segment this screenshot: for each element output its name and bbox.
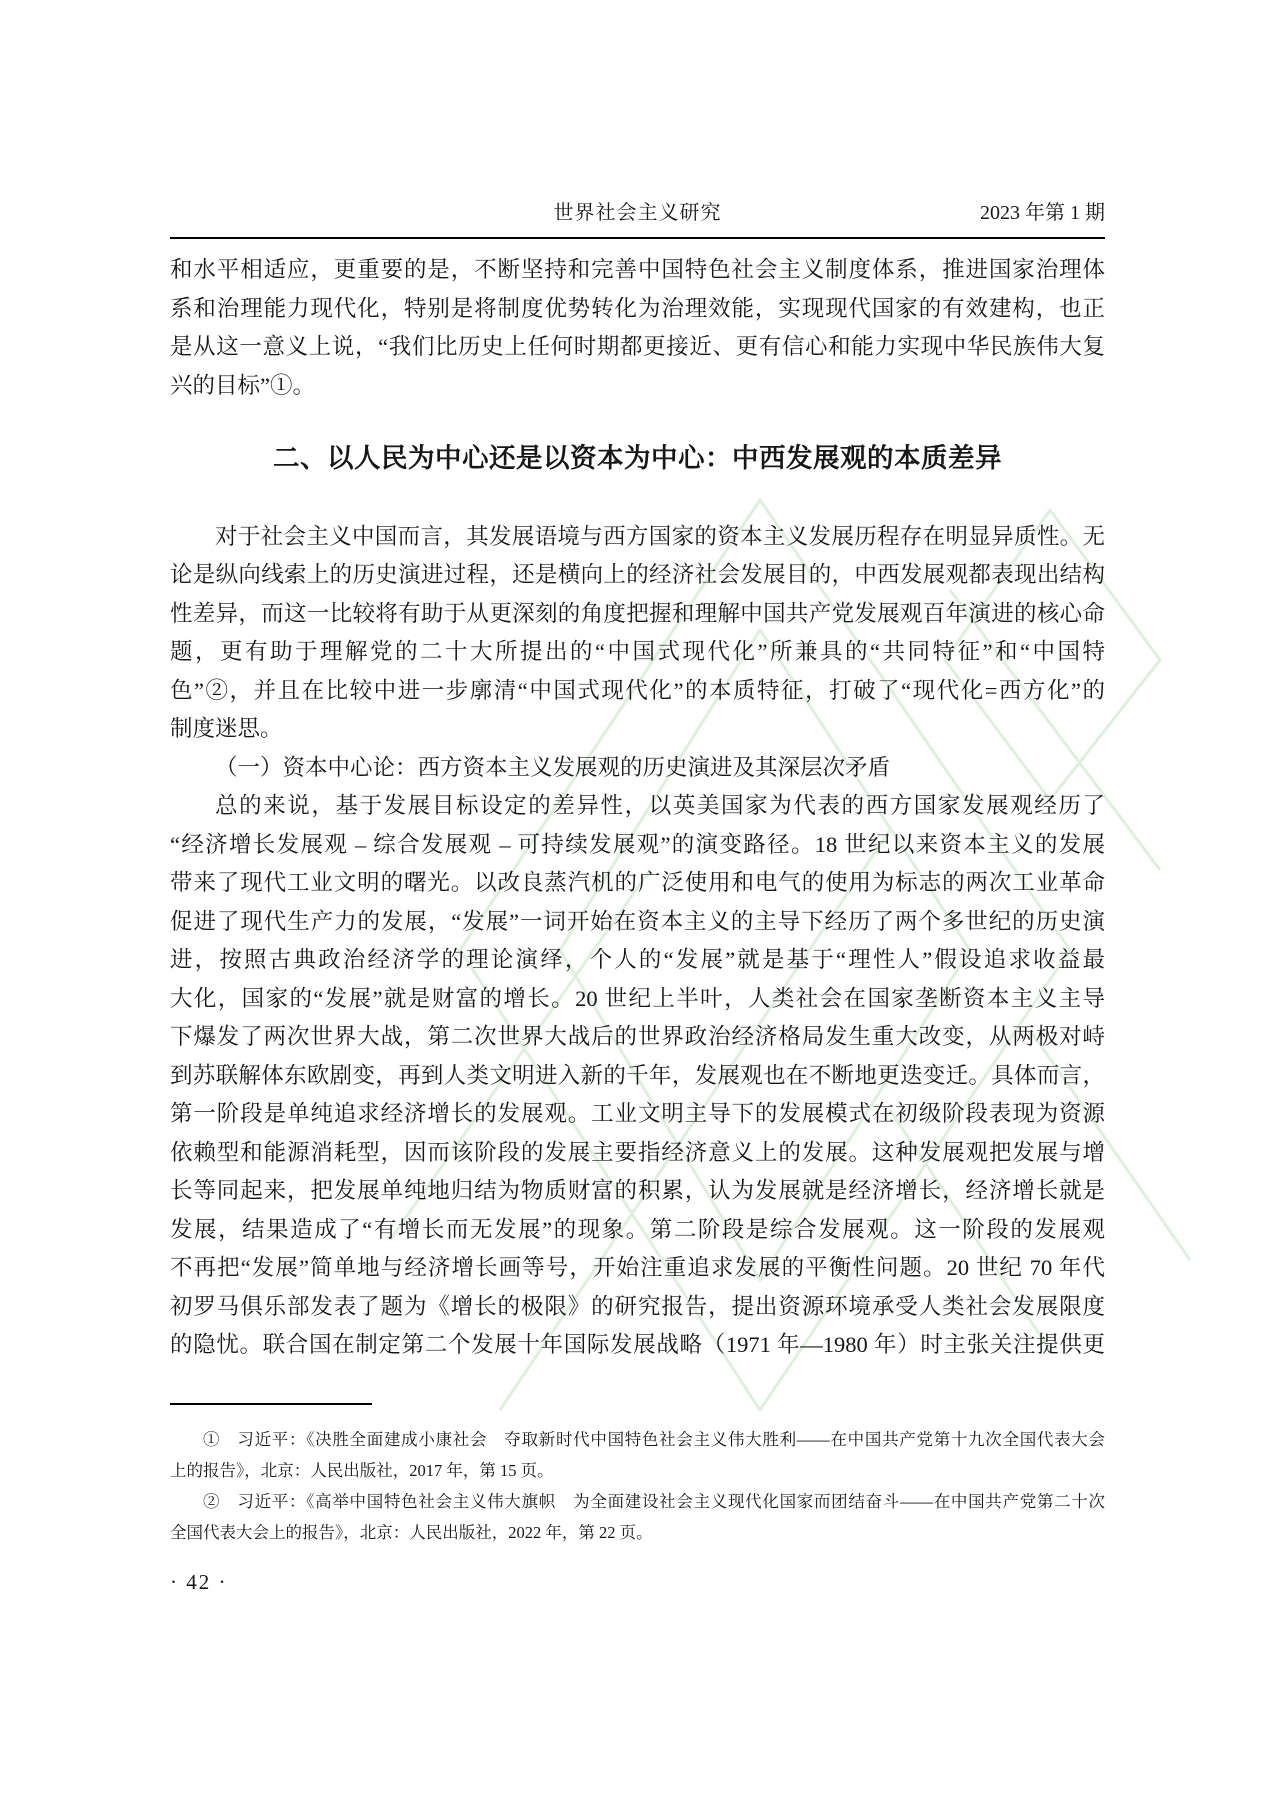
body-line: “经济增长发展观 – 综合发展观 – 可持续发展观”的演变路径。18 世纪以来资本主义的发展: [170, 831, 1105, 857]
footnote-line: 上的报告》，北京：人民出版社，2017 年，第 15 页。: [170, 1460, 554, 1480]
body-line: 制度迷思。: [170, 716, 283, 741]
body-line: 大化，国家的“发展”就是财富的增长。20 世纪上半叶，人类社会在国家垄断资本主义主导: [170, 985, 1105, 1011]
footnotes: [170, 1424, 1105, 1548]
body-line: 依赖型和能源消耗型，因而该阶段的发展主要指经济意义上的发展。这种发展观把发展与增: [170, 1139, 1105, 1165]
body-line: 的隐忧。联合国在制定第二个发展十年国际发展战略（1971 年—1980 年）时主张关注提供更: [170, 1332, 1105, 1357]
body-line: 发展，结果造成了“有增长而无发展”的现象。第二阶段是综合发展观。这一阶段的发展观: [170, 1216, 1105, 1242]
body-line: 总的来说，基于发展目标设定的差异性，以英美国家为代表的西方国家发展观经历了: [215, 793, 1105, 818]
running-head: [170, 196, 1105, 224]
footnote-line: 全国代表大会上的报告》，北京：人民出版社，2022 年，第 22 页。: [170, 1522, 653, 1542]
body-line: 题，更有助于理解党的二十大所提出的“中国式现代化”所兼具的“共同特征”和“中国特: [170, 639, 1105, 664]
article-body: [170, 251, 1105, 1601]
body-line: 兴的目标”①。: [170, 372, 315, 398]
body-line: 是从这一意义上说，“我们比历史上任何时期都更接近、更有信心和能力实现中华民族伟大复: [170, 334, 1105, 359]
header-rule: [170, 237, 1105, 239]
body-line: 到苏联解体东欧剧变，再到人类文明进入新的千年，发展观也在不断地更迭变迁。具体而言，: [170, 1062, 1105, 1088]
body-line: 促进了现代生产力的发展，“发展”一词开始在资本主义的主导下经历了两个多世纪的历史演: [170, 908, 1105, 934]
body-line: 对于社会主义中国而言，其发展语境与西方国家的资本主义发展历程存在明显异质性。无: [215, 523, 1105, 549]
body-line: 色”②，并且在比较中进一步廓清“中国式现代化”的本质特征，打破了“现代化=西方化”的: [170, 677, 1105, 703]
footnote-line: ① 习近平：《决胜全面建成小康社会 夺取新时代中国特色社会主义伟大胜利——在中国共产党第十九次全国代表大会: [203, 1429, 1105, 1449]
body-line: 初罗马俱乐部发表了题为《增长的极限》的研究报告，提出资源环境承受人类社会发展限度: [170, 1293, 1105, 1319]
body-line: 和水平相适应，更重要的是，不断坚持和完善中国特色社会主义制度体系，推进国家治理体: [170, 257, 1105, 282]
body-line: 带来了现代工业文明的曙光。以改良蒸汽机的广泛使用和电气的使用为标志的两次工业革命: [170, 870, 1105, 895]
body-line: 长等同起来，把发展单纯地归结为物质财富的积累，认为发展就是经济增长，经济增长就是: [170, 1178, 1105, 1203]
body-line: 性差异，而这一比较将有助于从更深刻的角度把握和理解中国共产党发展观百年演进的核心命: [170, 600, 1105, 626]
body-line: 论是纵向线索上的历史演进过程，还是横向上的经济社会发展目的，中西发展观都表现出结构: [170, 562, 1105, 587]
page-number: · 42 ·: [170, 1569, 228, 1594]
body-line: 进，按照古典政治经济学的理论演绎，个人的“发展”就是基于“理性人”假设追求收益最: [170, 947, 1105, 972]
issue-label: 2023 年第 1 期: [980, 202, 1105, 224]
journal-title: 世界社会主义研究: [553, 202, 722, 224]
body-line: 第一阶段是单纯追求经济增长的发展观。工业文明主导下的发展模式在初级阶段表现为资源: [170, 1101, 1105, 1126]
body-line: 系和治理能力现代化，特别是将制度优势转化为治理效能，实现现代国家的有效建构，也正: [170, 295, 1105, 321]
footnote-line: ② 习近平：《高举中国特色社会主义伟大旗帜 为全面建设社会主义现代化国家而团结奋斗——在中国共产党第二十次: [203, 1491, 1105, 1511]
subsection-heading: （一）资本中心论：西方资本主义发展观的历史演进及其深层次矛盾: [215, 754, 891, 780]
section-heading: 二、以人民为中心还是以资本为中心：中西发展观的本质差异: [273, 443, 1002, 473]
footnote-separator: [170, 1403, 372, 1405]
body-line: 下爆发了两次世界大战，第二次世界大战后的世界政治经济格局发生重大改变，从两极对峙: [170, 1024, 1105, 1049]
body-line: 不再把“发展”简单地与经济增长画等号，开始注重追求发展的平衡性问题。20 世纪 70 年代: [170, 1255, 1105, 1280]
